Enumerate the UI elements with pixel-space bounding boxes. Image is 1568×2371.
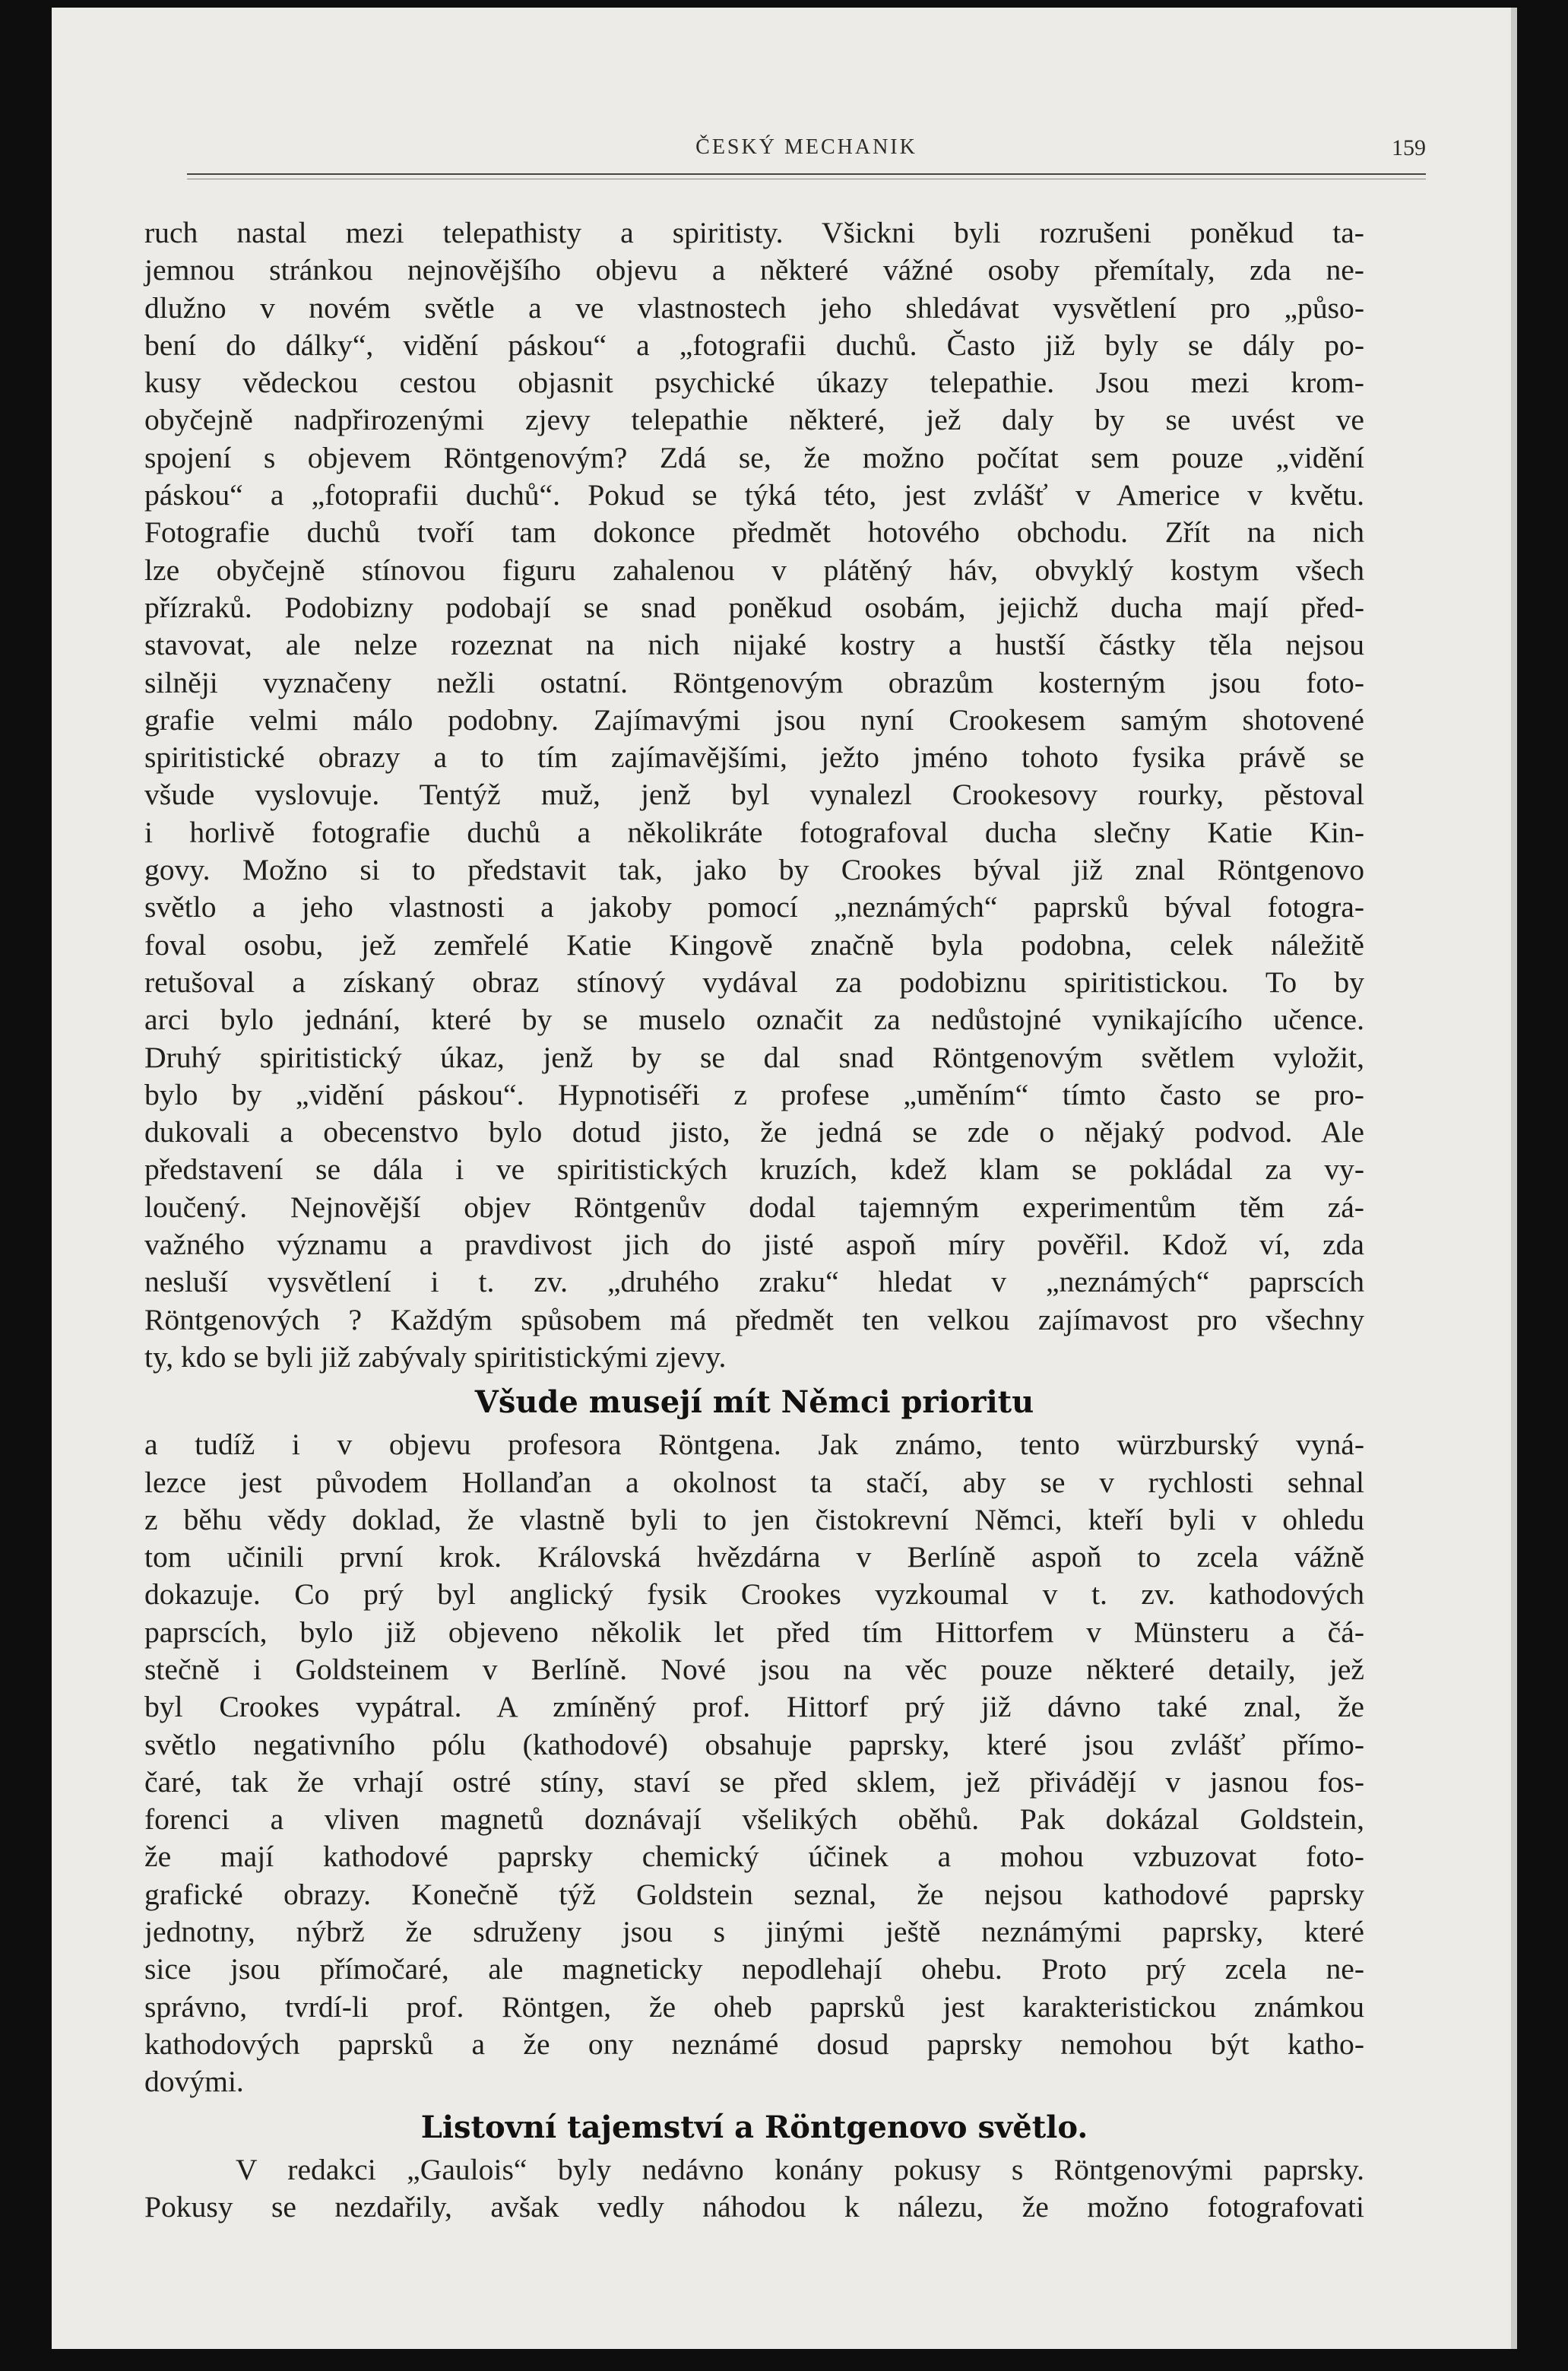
text-line: dlužno v novém světle a ve vlastnostech jeho shledávat vysvětlení pro „půso- — [144, 290, 1364, 325]
text-line: tom učinili první krok. Královská hvězdárna v Berlíně aspoň to zcela vážně — [144, 1540, 1364, 1574]
text-line: Pokusy se nezdařily, avšak vedly náhodou k nálezu, že možno fotografovati — [144, 2189, 1364, 2224]
text-line: ruch nastal mezi telepathisty a spiritisty. Všickni byli rozrušeni poněkud ta- — [144, 216, 1364, 249]
text-line: forenci a vliven magnetů doznávají všelikých oběhů. Pak dokázal Goldstein, — [144, 1802, 1364, 1837]
text-line: grafie velmi málo podobny. Zajímavými jsou nyní Crookesem samým shotovené — [144, 702, 1364, 737]
section-1 — [144, 214, 1364, 1376]
text-line: loučený. Nejnovější objev Röntgenův dodal tajemným experimentům těm zá- — [144, 1190, 1364, 1224]
text-line: páskou“ a „fotoprafii duchů“. Pokud se týká této, jest zvlášť v Americe v květu. — [144, 478, 1364, 512]
page-header — [187, 135, 1426, 181]
text-line: kusy vědeckou cestou objasnit psychické úkazy telepathie. Jsou mezi krom- — [144, 366, 1364, 400]
text-line: retušoval a získaný obraz stínový vydával za podobiznu spiritistickou. To by — [144, 965, 1364, 999]
text-line: jemnou stránkou nejnovějšího objevu a některé vážné osoby přemítaly, zda ne- — [144, 253, 1364, 287]
text-line: ty, kdo se byli již zabývaly spiritistickými zjevy. — [144, 1339, 727, 1374]
text-line: světlo a jeho vlastnosti a jakoby pomocí „neznámých“ paprsků býval fotogra- — [144, 890, 1364, 924]
section-2 — [144, 1426, 1364, 2100]
text-line: kathodových paprsků a že ony neznámé dosud paprsky nemohou být katho- — [144, 2027, 1364, 2061]
text-line: představení se dála i ve spiritistických kruzích, kdež klam se pokládal za vy- — [144, 1152, 1364, 1187]
text-line: všude vyslovuje. Tentýž muž, jenž byl vynalezl Crookesovy rourky, pěstoval — [144, 778, 1364, 812]
text-line: Druhý spiritistický úkaz, jenž by se dal snad Röntgenovým světlem vyložit, — [144, 1040, 1364, 1074]
text-line: byl Crookes vypátral. A zmíněný prof. Hittorf prý již dávno také znal, že — [144, 1690, 1364, 1724]
text-line: sice jsou přímočaré, ale magneticky nepodlehají ohebu. Proto prý zcela ne- — [144, 1952, 1364, 1986]
text-line: lze obyčejně stínovou figuru zahalenou v plátěný háv, obvyklý kostym všech — [144, 553, 1364, 587]
text-line: nesluší vysvětlení i t. zv. „druhého zraku“ hledat v „neznámých“ paprscích — [144, 1265, 1364, 1299]
text-line: že mají kathodové paprsky chemický účinek a mohou vzbuzovat foto- — [144, 1840, 1364, 1874]
text-line: Röntgenových ? Každým spůsobem má předmět ten velkou zajímavost pro všechny — [144, 1302, 1364, 1336]
running-title: ČESKÝ MECHANIK — [695, 135, 917, 159]
text-line: z běhu vědy doklad, že vlastně byli to jen čistokrevní Němci, kteří byli v ohledu — [144, 1502, 1364, 1536]
section-3 — [144, 2151, 1364, 2227]
text-line: přízraků. Podobizny podobají se snad poněkud osobám, jejichž ducha mají před- — [144, 590, 1364, 624]
text-line: spojení s objevem Röntgenovým? Zdá se, že možno počítat sem pouze „vidění — [144, 440, 1364, 474]
section-heading: Listovní tajemství a Röntgenovo světlo. — [420, 2109, 1088, 2145]
text-line: paprscích, bylo již objeveno několik let před tím Hittorfem v Münsteru a čá- — [144, 1615, 1364, 1649]
text-line: stavovat, ale nelze rozeznat na nich nijaké kostry a hustší částky těla nejsou — [144, 628, 1364, 662]
page-number: 159 — [1392, 135, 1426, 160]
text-line: foval osobu, jež zemřelé Katie Kingově značně byla podobna, celek náležitě — [144, 927, 1364, 962]
text-line: i horlivě fotografie duchů a několikráte fotografoval ducha slečny Katie Kin- — [144, 815, 1364, 849]
text-line: silněji vyznačeny nežli ostatní. Röntgenovým obrazům kosterným jsou foto- — [144, 665, 1364, 699]
text-line: bení do dálky“, vidění páskou“ a „fotografii duchů. Často již byly se dály po- — [144, 328, 1364, 362]
text-line: obyčejně nadpřirozenými zjevy telepathie některé, jež daly by se uvést ve — [144, 403, 1364, 437]
header-rule — [187, 173, 1426, 175]
text-line: grafické obrazy. Konečně týž Goldstein seznal, že nejsou kathodové paprsky — [144, 1877, 1364, 1911]
text-line: a tudíž i v objevu profesora Röntgena. Jak známo, tento würzburský vyná- — [144, 1428, 1364, 1462]
text-line: lezce jest původem Hollanďan a okolnost ta stačí, aby se v rychlosti sehnal — [144, 1465, 1364, 1499]
text-line: dovými. — [144, 2065, 244, 2099]
text-line: Fotografie duchů tvoří tam dokonce předmět hotového obchodu. Zřít na nich — [144, 515, 1364, 550]
article-body — [144, 214, 1364, 2226]
text-line: V redakci „Gaulois“ byly nedávno konány pokusy s Röntgenovými paprsky. — [236, 2152, 1364, 2186]
text-line: dokazuje. Co prý byl anglický fysik Crookes vyzkoumal v t. zv. kathodových — [144, 1577, 1364, 1612]
text-line: spiritistické obrazy a to tím zajímavějšími, ježto jméno tohoto fysika právě se — [144, 740, 1364, 775]
text-line: čaré, tak že vrhají ostré stíny, staví se před sklem, jež přivádějí v jasnou fos- — [144, 1764, 1364, 1799]
text-line: stečně i Goldsteinem v Berlíně. Nové jsou na věc pouze některé detaily, jež — [144, 1652, 1364, 1686]
text-line: važného významu a pravdivost jich do jisté aspoň míry pověřil. Kdož ví, zda — [144, 1228, 1364, 1262]
text-line: arci bylo jednání, které by se muselo označit za nedůstojné vynikajícího učence. — [144, 1003, 1364, 1037]
text-line: govy. Možno si to představit tak, jako by Crookes býval již znal Röntgenovo — [144, 853, 1364, 887]
text-line: bylo by „vidění páskou“. Hypnotiséři z profese „uměním“ tímto často se pro- — [144, 1077, 1364, 1111]
text-line: správno, tvrdí-li prof. Röntgen, že oheb paprsků jest karakteristickou známkou — [144, 1989, 1364, 2024]
text-line: světlo negativního pólu (kathodové) obsahuje paprsky, které jsou zvlášť přímo- — [144, 1727, 1364, 1761]
text-line: dukovali a obecenstvo bylo dotud jisto, že jedná se zde o nějaký podvod. Ale — [144, 1115, 1364, 1149]
text-line: jednotny, nýbrž že sdruženy jsou s jinými ještě neznámými paprsky, které — [144, 1915, 1364, 1949]
section-heading: Všude musejí mít Němci prioritu — [474, 1384, 1034, 1421]
